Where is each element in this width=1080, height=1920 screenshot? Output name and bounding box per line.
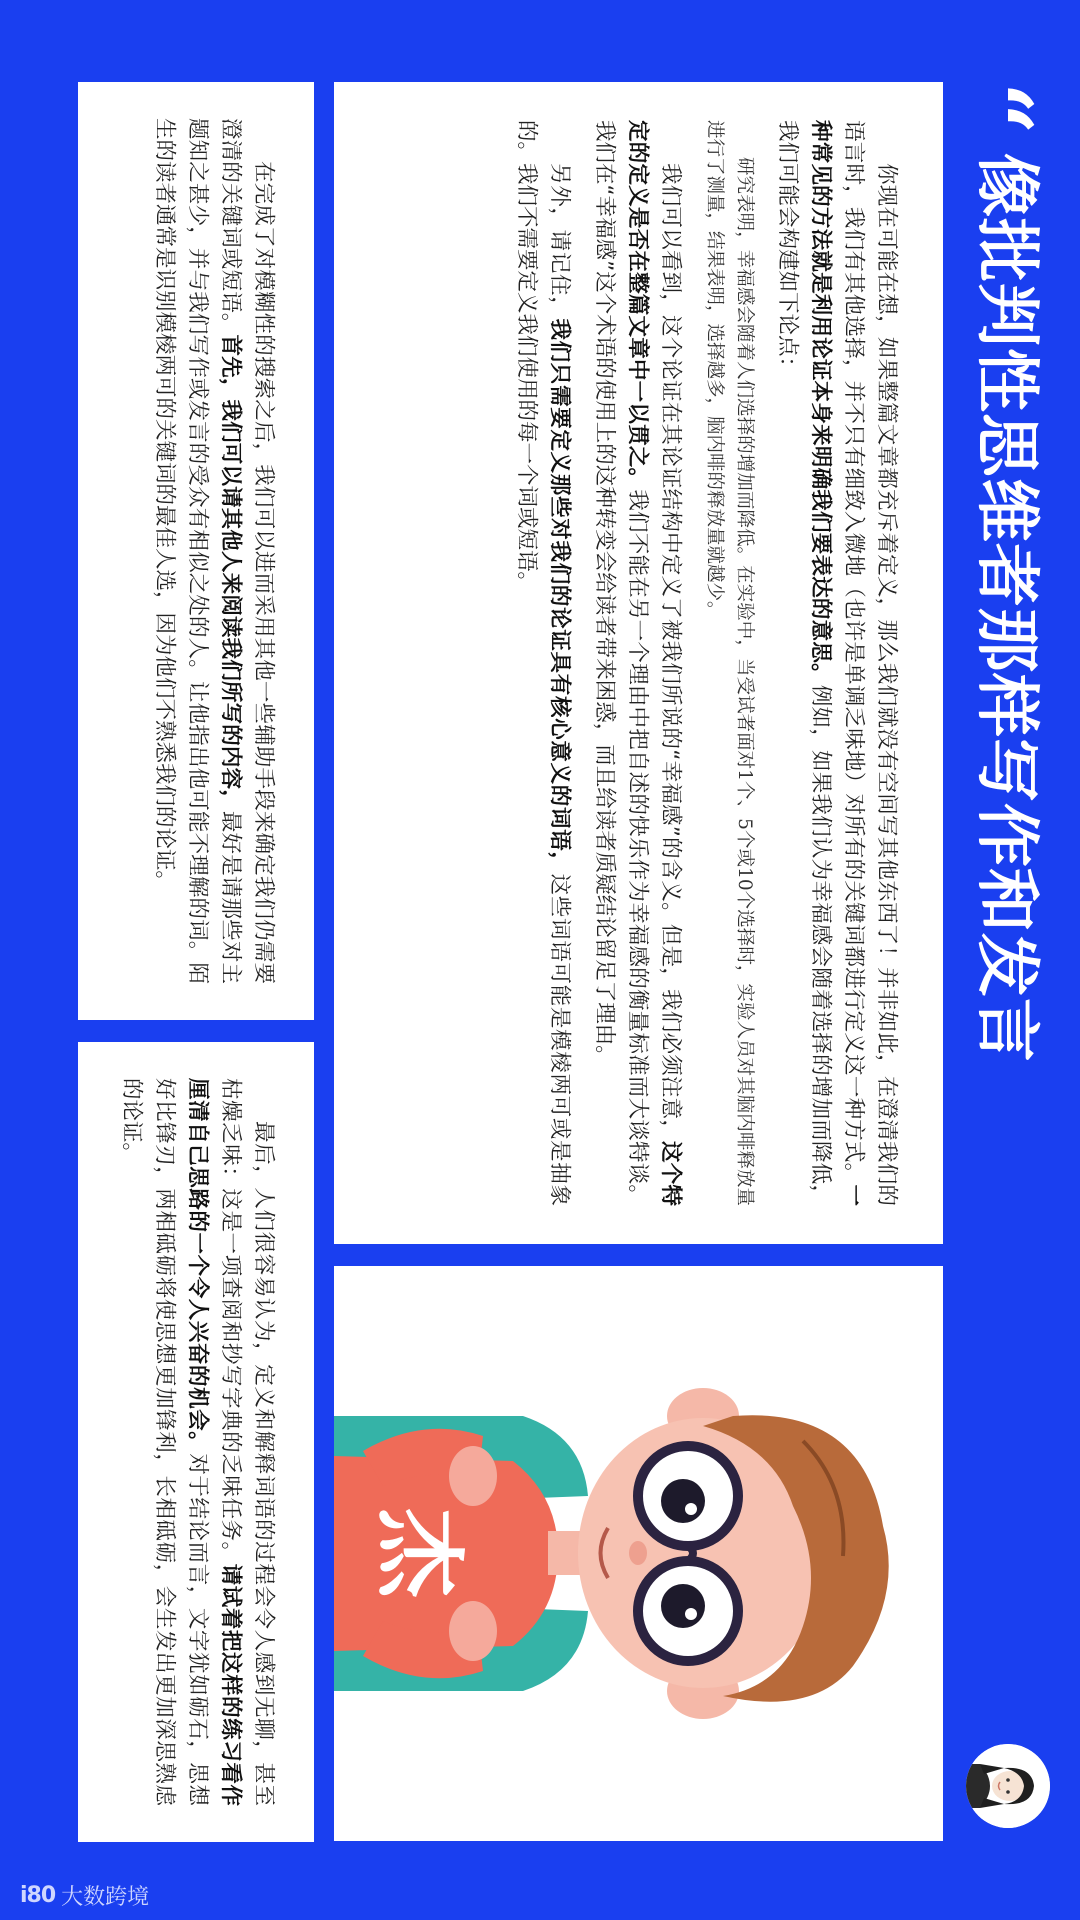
paragraph-1 [771,120,903,1206]
quote-mark: “ [944,82,1052,135]
page-title: 像批判性思维者那样写作和发言 [969,152,1043,1063]
title-row [944,82,1060,1842]
paragraph-3 [510,120,576,1206]
brand-watermark [20,1880,149,1911]
bold-span: 我们只需要定义那些对我们的论证具有核心意义的词语， [547,318,572,874]
brand-name: 大数跨境 [61,1885,150,1910]
avatar [966,1744,1050,1828]
paragraph-bottom-left [148,118,280,984]
bold-span: 首先，我们可以请其他人来阅读我们所写的内容， [218,334,243,811]
shirt-character: 杰 [366,1508,471,1598]
text-span: 最好是请那些对主题知之甚少，并与我们写作或发言的受众有相似之处的人。让他指出他可能不理解的词。陌生的读者通常是识别模棱两可的关键词的最佳人选，因为他们不熟悉我们的论证。 [152,118,243,984]
paragraph-2 [588,120,687,1206]
example-quote: 研究表明，幸福感会随着人们选择的增加而降低。在实验中，当受试者面对1个、5个或10个选择时，实验人员对其脑内啡释放量进行了测量，结果表明，选择越多，脑内啡的释放量就越少。 [704,120,755,1206]
text-span: 最后，人们很容易认为，定义和解释词语的过程会令人感到无聊，甚至枯燥乏味：这是一项查阅和抄写字典的乏味任务。 [218,1078,276,1806]
boy-with-glasses-illustration [334,1266,943,1841]
text-span: 我们不能在另一个理由中把自述的快乐作为幸福感的衡量标准而大谈特谈。我们在“幸福感”这个术语的使用上的这种转变会给读者带来困惑，而且给读者质疑结论留足了理由。 [592,120,650,1206]
text-panel-main [334,82,943,1244]
bold-span: 请试着把这样的练习看作厘清自己思路的一个令人兴奋的机会。 [185,1078,243,1806]
text-span: 我们可以看到，这个论证在其论证结构中定义了被我们所说的“幸福感”的含义。但是，我们必须注意， [658,163,683,1142]
illustration-panel [334,1266,943,1841]
text-span: 你现在可能在想，如果整篇文章都充斥着定义，那么我们就没有空间写其他东西了！并非如此，在澄清我们的语言时，我们有其他选择，并不只有细致入微地（也许是单调乏味地）对所有的关键词都进行定义这一种方式。 [841,120,899,1206]
avatar-icon [966,1744,1050,1828]
text-span: 另外，请记住， [547,163,572,319]
text-panel-bottom-left [78,82,314,1020]
text-span: 这些词语可能是模棱两可或是抽象的。我们不需要定义我们使用的每一个词或短语。 [514,120,572,1206]
text-panel-bottom-right [78,1042,314,1842]
text-span: 在完成了对模糊性的搜索之后，我们可以进而采用其他一些辅助手段来确定我们仍需要澄清的关键词或短语。 [218,118,276,984]
brand-logo: i80 [20,1883,56,1908]
bold-span: 这个特定的定义是否在整篇文章中一以贯之。 [625,120,683,1206]
bold-span: 一种常见的方法就是利用论证本身来明确我们要表达的意思。 [808,120,866,1206]
text-span: 对于结论而言，文字犹如砺石，思想好比锋刃，两相砥砺将使思想更加锋利，长相砥砺，会生发出更加深思熟虑的论证。 [119,1078,210,1806]
text-span: 例如，如果我们认为幸福感会随着选择的增加而降低，我们可能会构建如下论点： [775,120,833,1206]
paragraph-bottom-right [115,1078,280,1806]
